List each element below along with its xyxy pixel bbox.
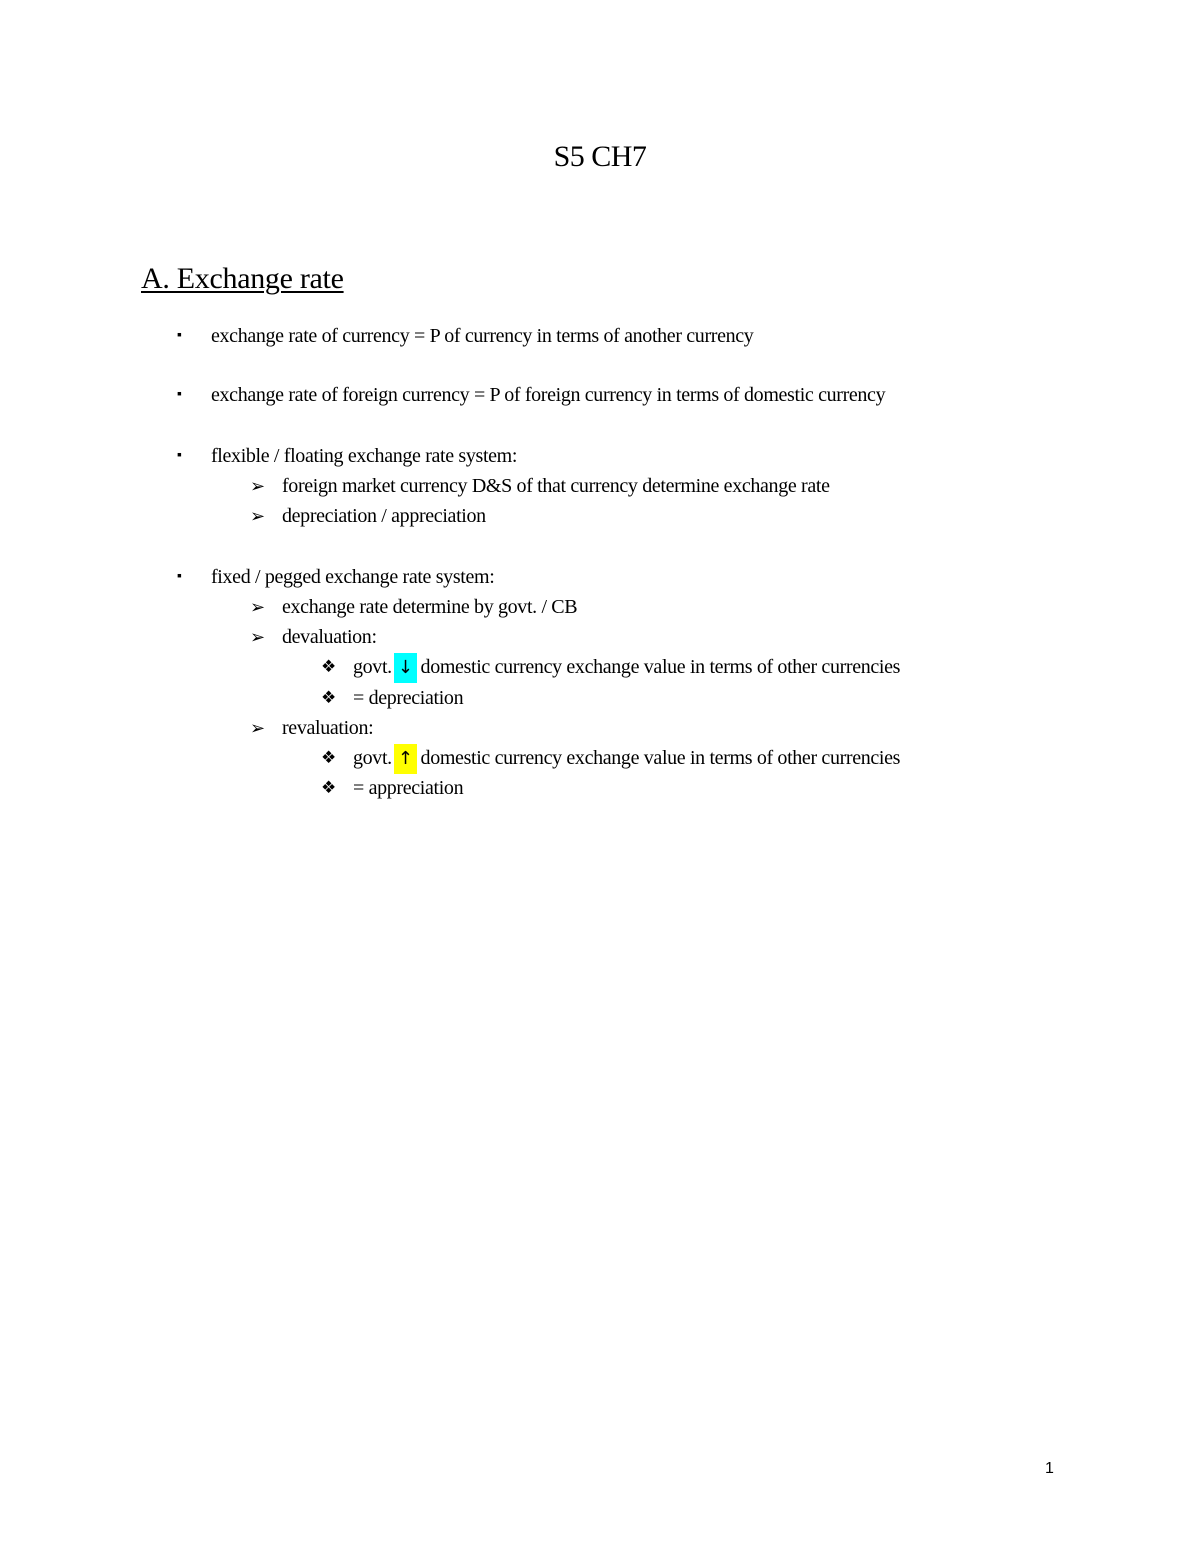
sub-sub-bullet-item [321, 652, 901, 682]
square-bullet-icon: ▪ [177, 328, 182, 343]
bullet-item [177, 441, 518, 471]
bullet-text: exchange rate of foreign currency = P of foreign currency in terms of domestic currency [211, 384, 886, 406]
sub-sub-bullet-text: = appreciation [353, 777, 464, 799]
diamond-bullet-icon: ❖ [321, 657, 336, 676]
sub-bullet-text: exchange rate determine by govt. / CB [282, 596, 578, 618]
page-number: 1 [1045, 1460, 1054, 1477]
sub-bullet-text: depreciation / appreciation [282, 505, 486, 527]
square-bullet-icon: ▪ [177, 387, 182, 402]
sub-sub-bullet-item [321, 683, 464, 713]
bullet-item [177, 321, 754, 351]
sub-bullet-item [250, 713, 374, 743]
arrow-bullet-icon: ➢ [250, 627, 265, 647]
arrow-bullet-icon: ➢ [250, 597, 265, 617]
sub-sub-bullet-item [321, 743, 901, 773]
bullet-text: flexible / floating exchange rate system: [211, 445, 518, 467]
section-heading: A. Exchange rate [141, 262, 344, 295]
sub-bullet-item [250, 622, 377, 652]
sub-bullet-text: revaluation: [282, 717, 374, 739]
bullet-item [177, 380, 886, 410]
bullet-text: fixed / pegged exchange rate system: [211, 566, 495, 588]
sub-bullet-item [250, 471, 830, 501]
sub-sub-bullet-text: domestic currency exchange value in terms of other currencies [420, 747, 901, 769]
arrow-bullet-icon: ➢ [250, 718, 265, 738]
sub-bullet-item [250, 501, 486, 531]
diamond-bullet-icon: ❖ [321, 688, 336, 707]
sub-bullet-text: foreign market currency D&S of that currency determine exchange rate [282, 475, 830, 497]
bullet-text: exchange rate of currency = P of currency in terms of another currency [211, 325, 754, 347]
sub-sub-bullet-prefix: govt. [353, 747, 392, 769]
sub-bullet-text: devaluation: [282, 626, 377, 648]
bullet-item [177, 562, 495, 592]
up-arrow-icon: ↑ [394, 744, 417, 774]
arrow-bullet-icon: ➢ [250, 506, 265, 526]
diamond-bullet-icon: ❖ [321, 778, 336, 797]
sub-sub-bullet-item [321, 773, 464, 803]
page-title: S5 CH7 [553, 140, 647, 173]
sub-sub-bullet-text: = depreciation [353, 687, 464, 709]
sub-bullet-item [250, 592, 578, 622]
square-bullet-icon: ▪ [177, 569, 182, 584]
arrow-bullet-icon: ➢ [250, 476, 265, 496]
square-bullet-icon: ▪ [177, 448, 182, 463]
diamond-bullet-icon: ❖ [321, 748, 336, 767]
down-arrow-icon: ↓ [394, 653, 417, 683]
sub-sub-bullet-prefix: govt. [353, 656, 392, 678]
sub-sub-bullet-text: domestic currency exchange value in terms of other currencies [420, 656, 901, 678]
